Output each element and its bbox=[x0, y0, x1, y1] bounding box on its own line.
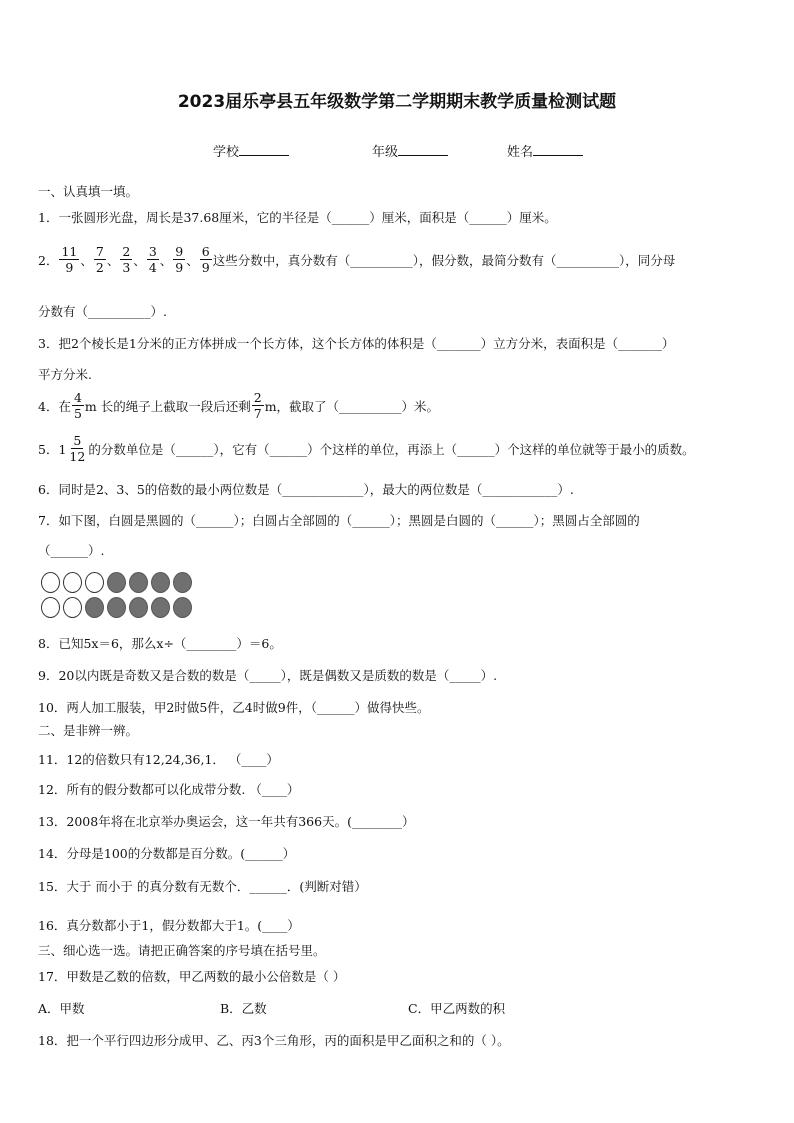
question-13: 13．2008年将在北京举办奥运会，这一年共有366天。(________） bbox=[38, 814, 415, 829]
q2-fraction bbox=[200, 244, 212, 275]
question-9: 9．20以内既是奇数又是合数的数是（_____），既是偶数又是质数的数是（_____）. bbox=[38, 668, 498, 683]
q2-fraction-numerator: 11 bbox=[61, 244, 78, 259]
black-circle bbox=[173, 572, 192, 593]
black-circle bbox=[129, 597, 148, 618]
q2-fraction-denominator: 9 bbox=[201, 260, 210, 275]
circle-row-1 bbox=[41, 572, 192, 593]
black-circle bbox=[151, 572, 170, 593]
question-12: 12．所有的假分数都可以化成带分数. （____） bbox=[38, 782, 300, 797]
question-2 bbox=[38, 244, 675, 275]
black-circle bbox=[173, 597, 192, 618]
name-label: 姓名 bbox=[507, 145, 534, 160]
q2-fraction-separator: 、 bbox=[106, 252, 120, 268]
name-blank[interactable] bbox=[533, 144, 583, 156]
question-3-line2: 平方分米. bbox=[38, 367, 92, 382]
school-label: 学校 bbox=[213, 145, 240, 160]
q2-fraction-numerator: 6 bbox=[201, 244, 210, 259]
q2-fraction-denominator: 2 bbox=[95, 260, 104, 275]
question-4 bbox=[38, 390, 439, 421]
page-title: 2023届乐亭县五年级数学第二学期期末教学质量检测试题 bbox=[177, 92, 617, 112]
q4-fraction-1 bbox=[72, 390, 84, 421]
q5-fraction bbox=[67, 433, 87, 464]
black-circle bbox=[151, 597, 170, 618]
name-field[interactable] bbox=[507, 141, 583, 160]
black-circle bbox=[129, 572, 148, 593]
q2-fraction-denominator: 3 bbox=[122, 260, 131, 275]
q2-fraction-separator: 、 bbox=[133, 252, 146, 268]
q2-fraction bbox=[147, 244, 159, 275]
q2-fraction-denominator: 4 bbox=[148, 260, 157, 275]
section-3-heading: 三、细心选一选。请把正确答案的序号填在括号里。 bbox=[38, 943, 326, 958]
grade-blank[interactable] bbox=[398, 144, 448, 156]
q2-fraction-numerator: 7 bbox=[95, 244, 104, 259]
question-3-line1: 3．把2个棱长是1分米的正方体拼成一个长方体，这个长方体的体积是（_______）立方分米，表面积是（_______） bbox=[38, 336, 675, 351]
white-circle bbox=[63, 597, 82, 618]
white-circle bbox=[41, 597, 60, 618]
q4-f1-denominator: 5 bbox=[73, 406, 82, 421]
white-circle bbox=[85, 572, 104, 593]
q4-fraction-2 bbox=[252, 390, 264, 421]
circle-row-2 bbox=[41, 597, 192, 618]
q2-fraction-numerator: 2 bbox=[122, 244, 131, 259]
grade-field[interactable] bbox=[372, 141, 448, 160]
question-1: 1．一张圆形光盘，周长是37.68厘米，它的半径是（______）厘米，面积是（______）厘米。 bbox=[38, 210, 557, 225]
question-11: 11．12的倍数只有12,24,36,1． （____） bbox=[38, 752, 279, 767]
question-15: 15．大于 而小于 的真分数有无数个．______．(判断对错） bbox=[38, 879, 367, 894]
q17-option-b[interactable]: B．乙数 bbox=[220, 1001, 267, 1016]
question-14: 14．分母是100的分数都是百分数。(______） bbox=[38, 846, 296, 861]
q2-text: 这些分数中，真分数有（__________），假分数，最简分数有（__________），同分母 bbox=[212, 252, 676, 268]
question-16: 16．真分数都小于1，假分数都大于1。(____） bbox=[38, 918, 300, 933]
q2-fraction bbox=[94, 244, 106, 275]
q2-fraction-separator: 、 bbox=[159, 252, 173, 268]
q2-fraction-separator: 、 bbox=[80, 252, 93, 268]
grade-label: 年级 bbox=[372, 145, 399, 160]
question-6: 6．同时是2、3、5的倍数的最小两位数是（_____________），最大的两位数是（____________）. bbox=[38, 482, 574, 497]
q4-f1-numerator: 4 bbox=[73, 390, 82, 405]
q17-option-c[interactable]: C．甲乙两数的积 bbox=[408, 1001, 506, 1016]
question-17: 17．甲数是乙数的倍数，甲乙两数的最小公倍数是（ ） bbox=[38, 969, 346, 984]
q2-fraction-numerator: 9 bbox=[175, 244, 184, 259]
question-18: 18．把一个平行四边形分成甲、乙、丙3个三角形，丙的面积是甲乙面积之和的（ ）。 bbox=[38, 1033, 510, 1048]
q5-numerator: 5 bbox=[73, 433, 82, 448]
white-circle bbox=[41, 572, 60, 593]
q2-number: 2． bbox=[38, 252, 59, 268]
q2-fractions bbox=[58, 244, 212, 275]
q2-fraction-numerator: 3 bbox=[148, 244, 157, 259]
q2-fraction-denominator: 9 bbox=[65, 260, 74, 275]
section-2-heading: 二、是非辨一辨。 bbox=[38, 723, 139, 738]
q2-fraction-denominator: 9 bbox=[175, 260, 184, 275]
question-2-continued: 分数有（__________）. bbox=[38, 304, 167, 319]
q4-text-c: m，截取了（__________）米。 bbox=[264, 398, 440, 414]
q4-text-a: 4．在 bbox=[38, 398, 71, 414]
black-circle bbox=[107, 597, 126, 618]
question-5 bbox=[38, 433, 695, 464]
question-10: 10．两人加工服装，甲2时做5件，乙4时做9件，（______）做得快些。 bbox=[38, 700, 430, 715]
black-circle bbox=[107, 572, 126, 593]
school-field[interactable] bbox=[213, 141, 289, 160]
q4-text-b: m 长的绳子上截取一段后还剩 bbox=[84, 398, 251, 414]
q2-fraction bbox=[59, 244, 79, 275]
q4-f2-numerator: 2 bbox=[253, 390, 262, 405]
black-circle bbox=[85, 597, 104, 618]
q5-text-a: 5．1 bbox=[38, 441, 67, 457]
white-circle bbox=[63, 572, 82, 593]
question-7-line2: （______）. bbox=[38, 543, 105, 558]
q2-fraction-separator: 、 bbox=[186, 252, 199, 268]
question-7-line1: 7．如下图，白圆是黑圆的（______）；白圆占全部圆的（______）；黑圆是白圆的（______）；黑圆占全部圆的 bbox=[38, 513, 640, 528]
section-1-heading: 一、认真填一填。 bbox=[38, 184, 139, 199]
q5-text-b: 的分数单位是（______），它有（______）个这样的单位，再添上（______）个这样的单位就等于最小的质数。 bbox=[88, 441, 695, 457]
question-8: 8．已知5x＝6，那么x÷（________）＝6。 bbox=[38, 636, 282, 651]
q5-denominator: 12 bbox=[69, 449, 86, 464]
q2-fraction bbox=[120, 244, 132, 275]
q2-fraction bbox=[173, 244, 185, 275]
school-blank[interactable] bbox=[239, 144, 289, 156]
q4-f2-denominator: 7 bbox=[253, 406, 262, 421]
q17-option-a[interactable]: A．甲数 bbox=[38, 1001, 85, 1016]
